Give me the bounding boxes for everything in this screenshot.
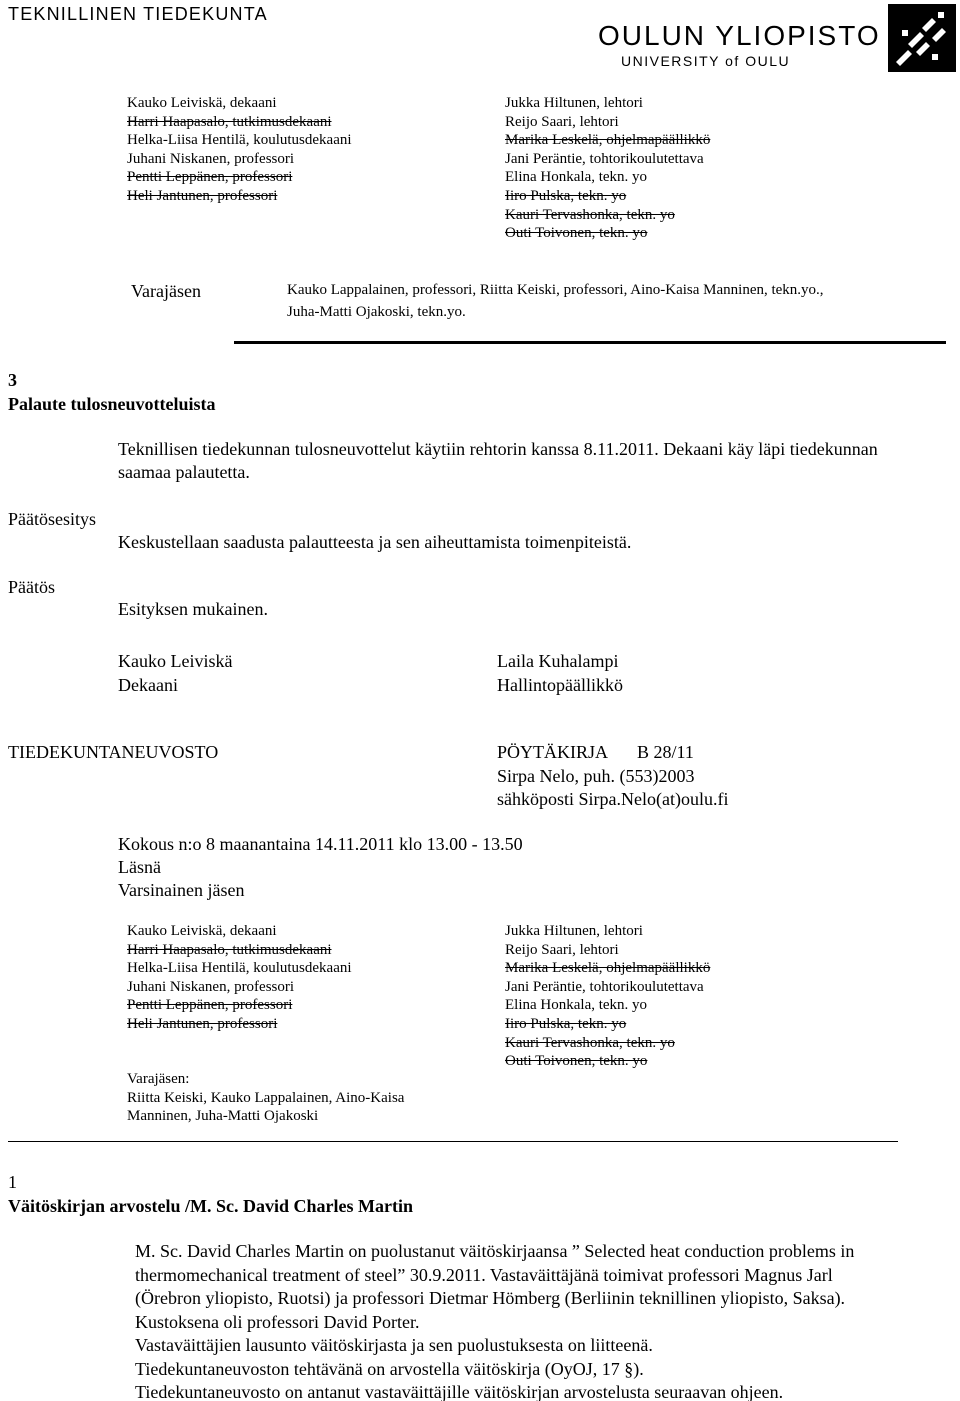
contact-phone: Sirpa Nelo, puh. (553)2003 — [497, 766, 695, 786]
deputy-list-bottom-line2: Manninen, Juha-Matti Ojakoski — [127, 1108, 319, 1124]
faculty-name: TEKNILLINEN TIEDEKUNTA — [8, 4, 268, 24]
member-entry: Jukka Hiltunen, lehtori — [505, 923, 643, 939]
contact-email: sähköposti Sirpa.Nelo(at)oulu.fi — [497, 789, 729, 809]
attendance-top-right — [505, 94, 710, 243]
document-number: B 28/11 — [637, 742, 694, 762]
paragraph-line: Tiedekuntaneuvoston tehtävänä on arvostella väitöskirja (OyOJ, 17 §). — [135, 1358, 644, 1379]
member-entry: Pentti Leppänen, professori — [127, 997, 293, 1014]
item-number-bottom: 1 — [8, 1172, 17, 1192]
signature-right-title: Hallintopäällikkö — [497, 675, 623, 695]
decision-text: Esityksen mukainen. — [118, 599, 268, 619]
document-label: PÖYTÄKIRJA — [497, 742, 609, 762]
member-entry: Outi Toivonen, tekn. yo — [505, 1053, 648, 1070]
member-entry: Pentti Leppänen, professori — [127, 169, 293, 186]
member-entry: Juhani Niskanen, professori — [127, 150, 295, 167]
attendance-bottom-right — [505, 922, 710, 1071]
item-body-line2: saamaa palautetta. — [118, 462, 250, 482]
item-body-line1: Teknillisen tiedekunnan tulosneuvottelut käytiin rehtorin kanssa 8.11.2011. Dekaani käy läpi tiedekunnan — [118, 439, 878, 459]
member-entry: Harri Haapasalo, tutkimusdekaani — [127, 113, 332, 130]
university-name: OULUN YLIOPISTO — [598, 20, 881, 51]
member-entry: Harri Haapasalo, tutkimusdekaani — [127, 941, 332, 958]
deputy-list-line1: Kauko Lappalainen, professori, Riitta Keiski, professori, Aino-Kaisa Manninen, tekn.yo., — [287, 282, 824, 298]
university-name-en: UNIVERSITY of OULU — [621, 53, 791, 69]
signature-left-name: Kauko Leiviskä — [118, 651, 233, 671]
member-entry: Outi Toivonen, tekn. yo — [505, 225, 648, 242]
member-entry: Helka-Liisa Hentilä, koulutusdekaani — [127, 132, 352, 149]
paragraph-line: Tiedekuntaneuvosto on antanut vastaväittäjille väitöskirjan arvostelusta seuraavan ohjeen. — [135, 1382, 784, 1401]
members-label: Varsinainen jäsen — [118, 880, 245, 900]
member-entry: Marika Leskelä, ohjelmapäällikkö — [505, 960, 711, 977]
item-title-bottom: Väitöskirjan arvostelu /M. Sc. David Charles Martin — [8, 1196, 413, 1216]
paragraph-line: (Örebron yliopisto, Ruotsi) ja professori Dietmar Hömberg (Berliinin teknillinen yliopisto, Saksa). — [135, 1288, 846, 1308]
deputy-list-bottom-line1: Riitta Keiski, Kauko Lappalainen, Aino-Kaisa — [127, 1090, 405, 1106]
deputy-list-line2: Juha-Matti Ojakoski, tekn.yo. — [287, 304, 466, 320]
paragraph-line: Vastaväittäjien lausunto väitöskirjasta ja sen puolustuksesta on liitteenä. — [135, 1335, 653, 1355]
member-entry: Marika Leskelä, ohjelmapäällikkö — [505, 132, 711, 149]
member-entry: Kauko Leiviskä, dekaani — [127, 95, 277, 111]
university-logo — [888, 4, 956, 72]
member-entry: Elina Honkala, tekn. yo — [505, 997, 648, 1014]
item-paragraph — [135, 1240, 854, 1401]
member-entry: Kauko Leiviskä, dekaani — [127, 923, 277, 939]
member-entry: Kauri Tervashonka, tekn. yo — [505, 206, 675, 223]
signature-left-title: Dekaani — [118, 675, 178, 695]
member-entry: Reijo Saari, lehtori — [505, 941, 619, 958]
member-entry: Reijo Saari, lehtori — [505, 113, 619, 130]
paragraph-line: thermomechanical treatment of steel” 30.9.2011. Vastaväittäjänä toimivat professori Magnus Jarl — [135, 1264, 833, 1285]
present-label: Läsnä — [118, 857, 161, 877]
member-entry: Kauri Tervashonka, tekn. yo — [505, 1034, 675, 1051]
decision-label: Päätös — [8, 577, 55, 597]
section-divider-bottom — [8, 1141, 898, 1142]
member-entry: Juhani Niskanen, professori — [127, 978, 295, 995]
deputy-label: Varajäsen — [131, 281, 201, 301]
attendance-bottom-left — [127, 922, 352, 1034]
item-number: 3 — [8, 370, 17, 390]
member-entry: Jani Peräntie, tohtorikoulutettava — [505, 150, 704, 167]
member-entry: Jani Peräntie, tohtorikoulutettava — [505, 978, 704, 995]
member-entry: Jukka Hiltunen, lehtori — [505, 95, 643, 111]
member-entry: Heli Jantunen, professori — [127, 1015, 278, 1032]
meeting-info: Kokous n:o 8 maanantaina 14.11.2011 klo 13.00 - 13.50 — [118, 834, 523, 854]
paragraph-line: M. Sc. David Charles Martin on puolustanut väitöskirjaansa ” Selected heat conduction problems in — [135, 1241, 855, 1261]
attendance-top-left — [127, 94, 352, 206]
proposal-label: Päätösesitys — [8, 509, 96, 529]
paragraph-line: Kustoksena oli professori David Porter. — [135, 1311, 420, 1332]
member-entry: Iiro Pulska, tekn. yo — [505, 187, 627, 204]
deputy-label-bottom: Varajäsen: — [127, 1071, 190, 1087]
signature-right-name: Laila Kuhalampi — [497, 651, 619, 671]
member-entry: Helka-Liisa Hentilä, koulutusdekaani — [127, 960, 352, 977]
section-divider — [234, 341, 946, 344]
council-name: TIEDEKUNTANEUVOSTO — [8, 742, 219, 762]
member-entry: Elina Honkala, tekn. yo — [505, 169, 648, 186]
member-entry: Heli Jantunen, professori — [127, 187, 278, 204]
proposal-text: Keskustellaan saadusta palautteesta ja sen aiheuttamista toimenpiteistä. — [118, 532, 632, 552]
item-title: Palaute tulosneuvotteluista — [8, 394, 216, 414]
member-entry: Iiro Pulska, tekn. yo — [505, 1015, 627, 1032]
